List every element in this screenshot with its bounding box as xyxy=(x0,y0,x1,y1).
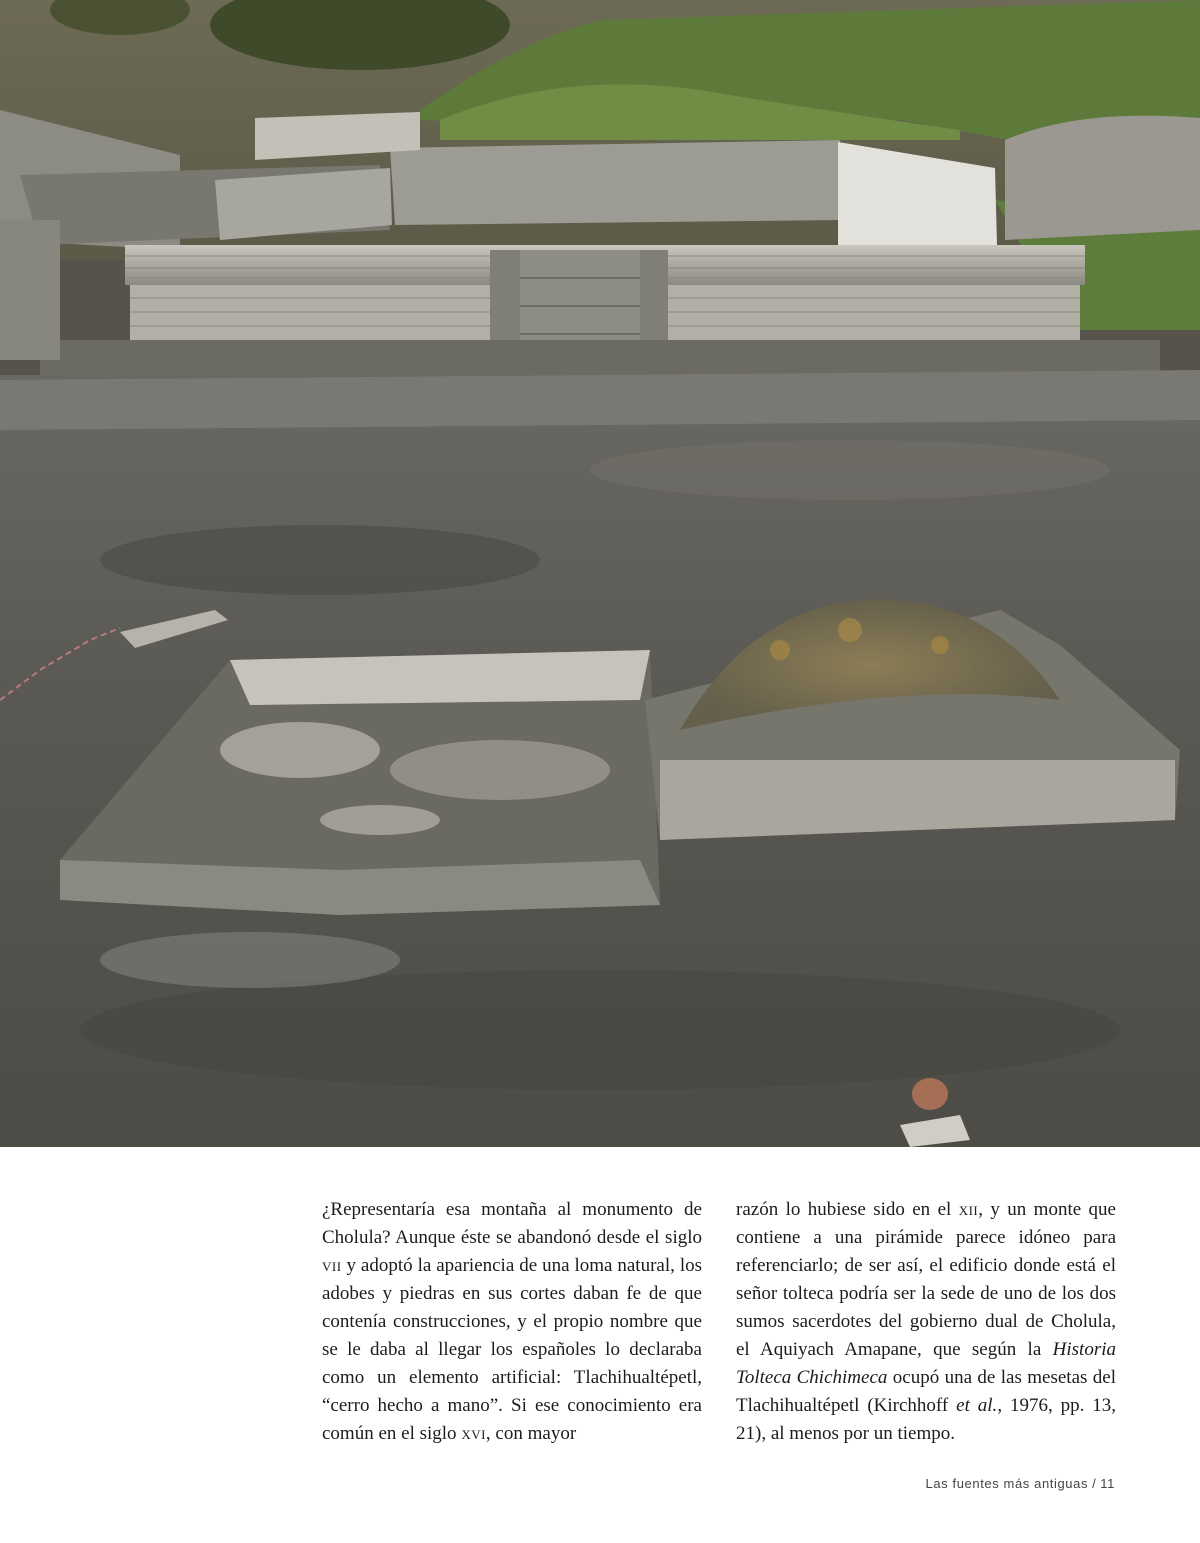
text-run: , y un monte que contiene a una pirámide parece idóneo para referenciarlo; de ser así, el edificio donde está el señor tolteca podría ser la sede de uno de los dos sumos sacerdotes del gobierno dual de Cholula, el Aquiyach Amapane, que según la xyxy=(736,1199,1116,1360)
text-run: razón lo hubiese sido en el xyxy=(736,1199,959,1220)
text-run: , con mayor xyxy=(485,1423,577,1444)
roman-numeral-century: xii xyxy=(958,1199,979,1220)
text-run: , 1976, pp. 13, 21), al menos por un tiempo. xyxy=(736,1395,1117,1444)
folio-separator: / xyxy=(1092,1476,1097,1491)
body-text-right-column xyxy=(736,1196,1116,1448)
text-run: ¿Representaría esa montaña al monumento de Cholula? Aunque éste se abandonó desde el siglo xyxy=(322,1199,702,1248)
body-text-left-column xyxy=(322,1196,702,1448)
paragraph-right xyxy=(736,1196,1116,1448)
page-number: 11 xyxy=(1100,1476,1115,1491)
paragraph-left xyxy=(322,1196,702,1448)
roman-numeral-century: vii xyxy=(322,1255,342,1276)
text-run: ocupó una de las mesetas del Tlachihualtépetl (Kirchhoff xyxy=(736,1367,1116,1416)
page-folio xyxy=(926,1476,1115,1491)
roman-numeral-century: xvi xyxy=(461,1423,486,1444)
running-section-title: Las fuentes más antiguas xyxy=(925,1476,1089,1491)
book-title-italic: Historia Tolteca Chichimeca xyxy=(736,1339,1116,1388)
et-al-italic: et al. xyxy=(956,1395,998,1416)
text-run: y adoptó la apariencia de una loma natural, los adobes y piedras en sus cortes daban fe de que contenía construcciones, y el propio nombre que se le daba al llegar los españoles lo declaraba como un elemento artificial: Tlachihualtépetl, “cerro hecho a mano”. Si ese conocimiento era común en el siglo xyxy=(322,1255,702,1444)
